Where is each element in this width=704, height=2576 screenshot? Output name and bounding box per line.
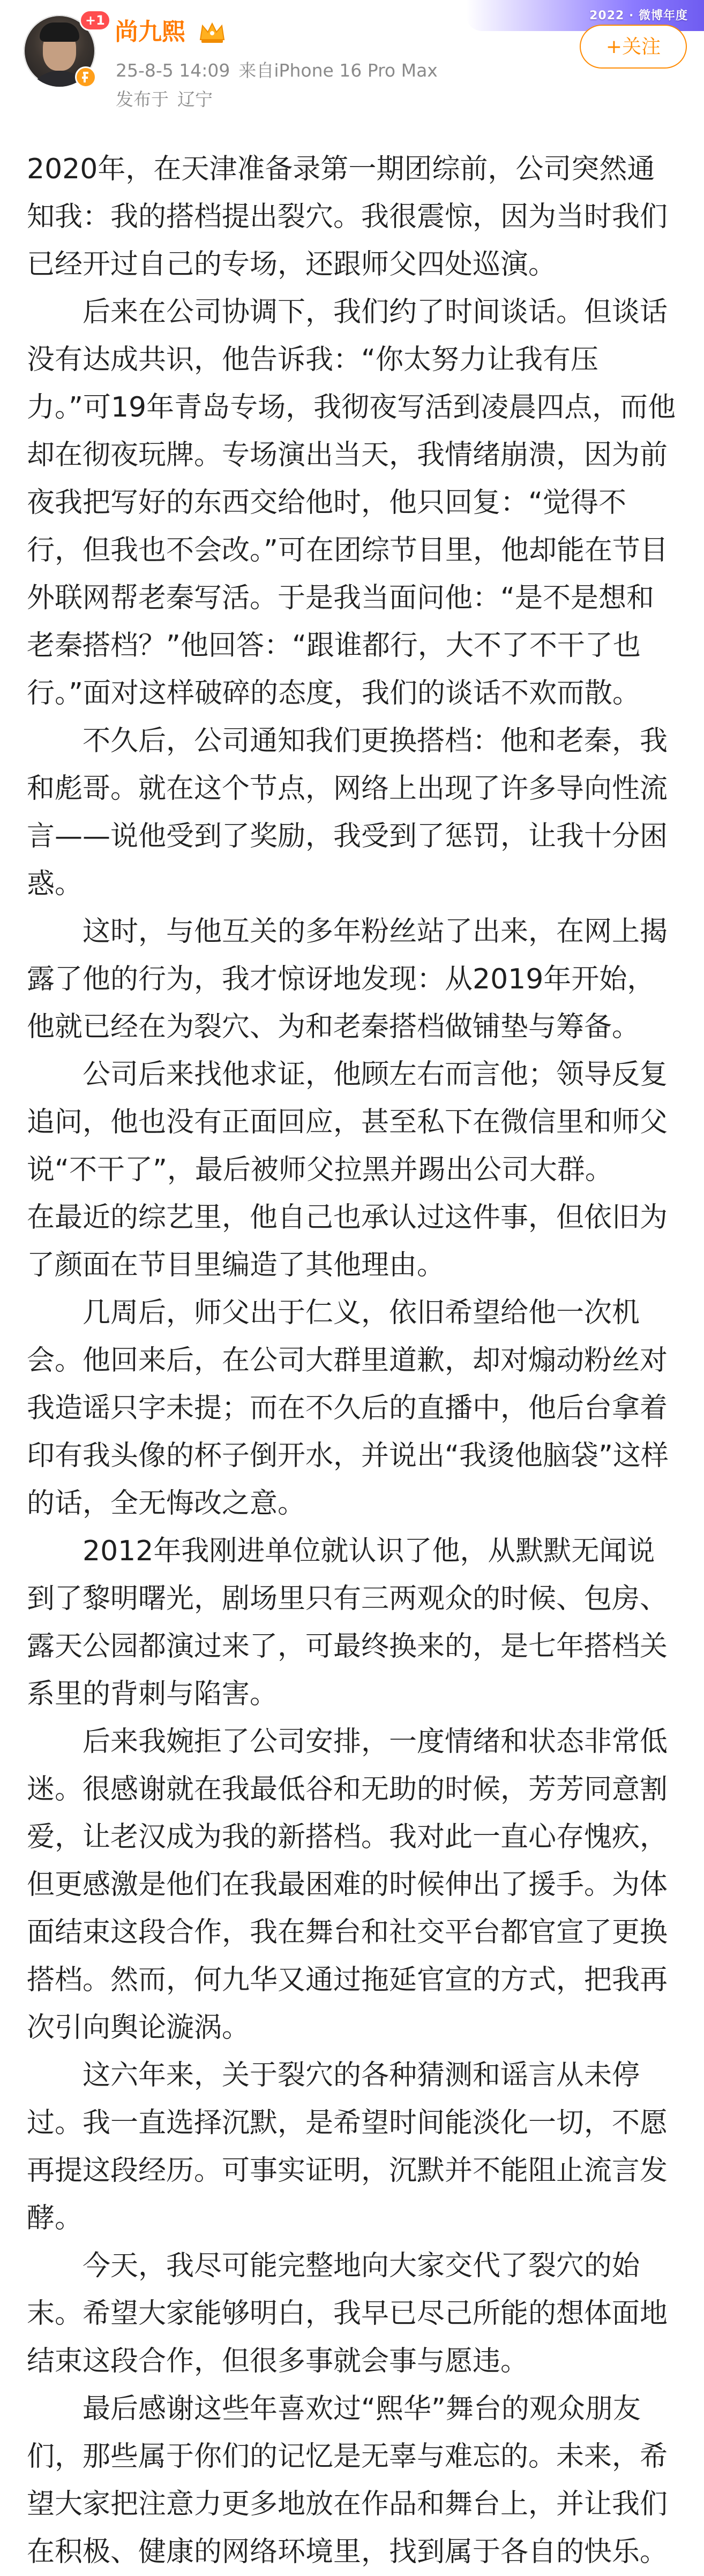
location-value: 辽宁: [177, 89, 213, 110]
vip-crown-icon: [198, 20, 226, 45]
post-time: 25-8-5 14:09: [116, 60, 230, 81]
verified-icon: [75, 66, 96, 88]
username[interactable]: 尚九熙: [115, 18, 185, 46]
paragraph: 公司后来找他求证，他顾左右而言他；领导反复追问，他也没有正面回应，甚至私下在微信里和师父说“不干了”，最后被师父拉黑并踢出公司大群。: [27, 1059, 668, 1186]
post-header: [0, 0, 704, 134]
paragraph: 后来我婉拒了公司安排，一度情绪和状态非常低迷。很感谢就在我最低谷和无助的时候，芳芳同意割爱，让老汉成为我的新搭档。我对此一直心存愧疚，但更感激是他们在我最困难的时候伸出了援手。为体面结束这段合作，我在舞台和社交平台都官宣了更换搭档。然而，何九华又通过拖延官宣的方式，把我再次引向舆论漩涡。: [27, 1726, 668, 2044]
paragraph: 几周后，师父出于仁义，依旧希望给他一次机会。他回来后，在公司大群里道歉，却对煽动粉丝对我造谣只字未提；而在不久后的直播中，他后台拿着印有我头像的杯子倒开水，并说出“我烫他脑袋”这样的话，全无悔改之意。: [27, 1297, 669, 1520]
notification-badge: +1: [79, 10, 111, 31]
promo-text: 2022 · 微博年度: [589, 9, 688, 22]
paragraph: 2012年我刚进单位就认识了他，从默默无闻说到了黎明曙光，剧场里只有三两观众的时候、包房、露天公园都演过来了，可最终换来的，是七年搭档关系里的背刺与陷害。: [27, 1535, 668, 1710]
paragraph: 后来在公司协调下，我们约了时间谈话。但谈话没有达成共识，他告诉我：“你太努力让我有压力。”可19年青岛专场，我彻夜写活到凌晨四点，而他却在彻夜玩牌。专场演出当天，我情绪崩溃，因为前夜我把写好的东西交给他时，他只回复：“觉得不行，但我也不会改。”可在团综节目里，他却能在节目外联网帮老秦写活。于是我当面问他：“是不是想和老秦搭档？”他回答：“跟谁都行，大不了不干了也行。”面对这样破碎的态度，我们的谈话不欢而散。: [27, 296, 676, 709]
post-meta: [116, 59, 438, 82]
paragraph: 今天，我尽可能完整地向大家交代了裂穴的始末。希望大家能够明白，我早已尽己所能的想体面地结束这段合作，但很多事就会事与愿违。: [27, 2250, 668, 2377]
paragraph: 最后感谢这些年喜欢过“熙华”舞台的观众朋友们，那些属于你们的记忆是无辜与难忘的。未来，希望大家把注意力更多地放在作品和舞台上，并让我们在积极、健康的网络环境里，找到属于各自的快乐。: [27, 2393, 668, 2568]
location-label: 发布于: [116, 89, 169, 110]
follow-button[interactable]: +关注: [580, 25, 687, 69]
paragraph: 2020年，在天津准备录第一期团综前，公司突然通知我：我的搭档提出裂穴。我很震惊，因为当时我们已经开过自己的专场，还跟师父四处巡演。: [27, 153, 668, 281]
paragraph: 这六年来，关于裂穴的各种猜测和谣言从未停过。我一直选择沉默，是希望时间能淡化一切，不愿再提这段经历。可事实证明，沉默并不能阻止流言发酵。: [27, 2059, 668, 2234]
post-source: 来自iPhone 16 Pro Max: [238, 60, 438, 81]
post-content: [27, 146, 677, 2576]
paragraph: 不久后，公司通知我们更换搭档：他和老秦，我和彪哥。就在这个节点，网络上出现了许多导向性流言——说他受到了奖励，我受到了惩罚，让我十分困惑。: [27, 725, 668, 900]
avatar-hair: [40, 22, 79, 42]
post-location: [116, 88, 213, 111]
paragraph: 在最近的综艺里，他自己也承认过这件事，但依旧为了颜面在节目里编造了其他理由。: [27, 1202, 668, 1281]
paragraph: 这时，与他互关的多年粉丝站了出来，在网上揭露了他的行为，我才惊讶地发现：从2019年开始，他就已经在为裂穴、为和老秦搭档做铺垫与筹备。: [27, 916, 668, 1043]
